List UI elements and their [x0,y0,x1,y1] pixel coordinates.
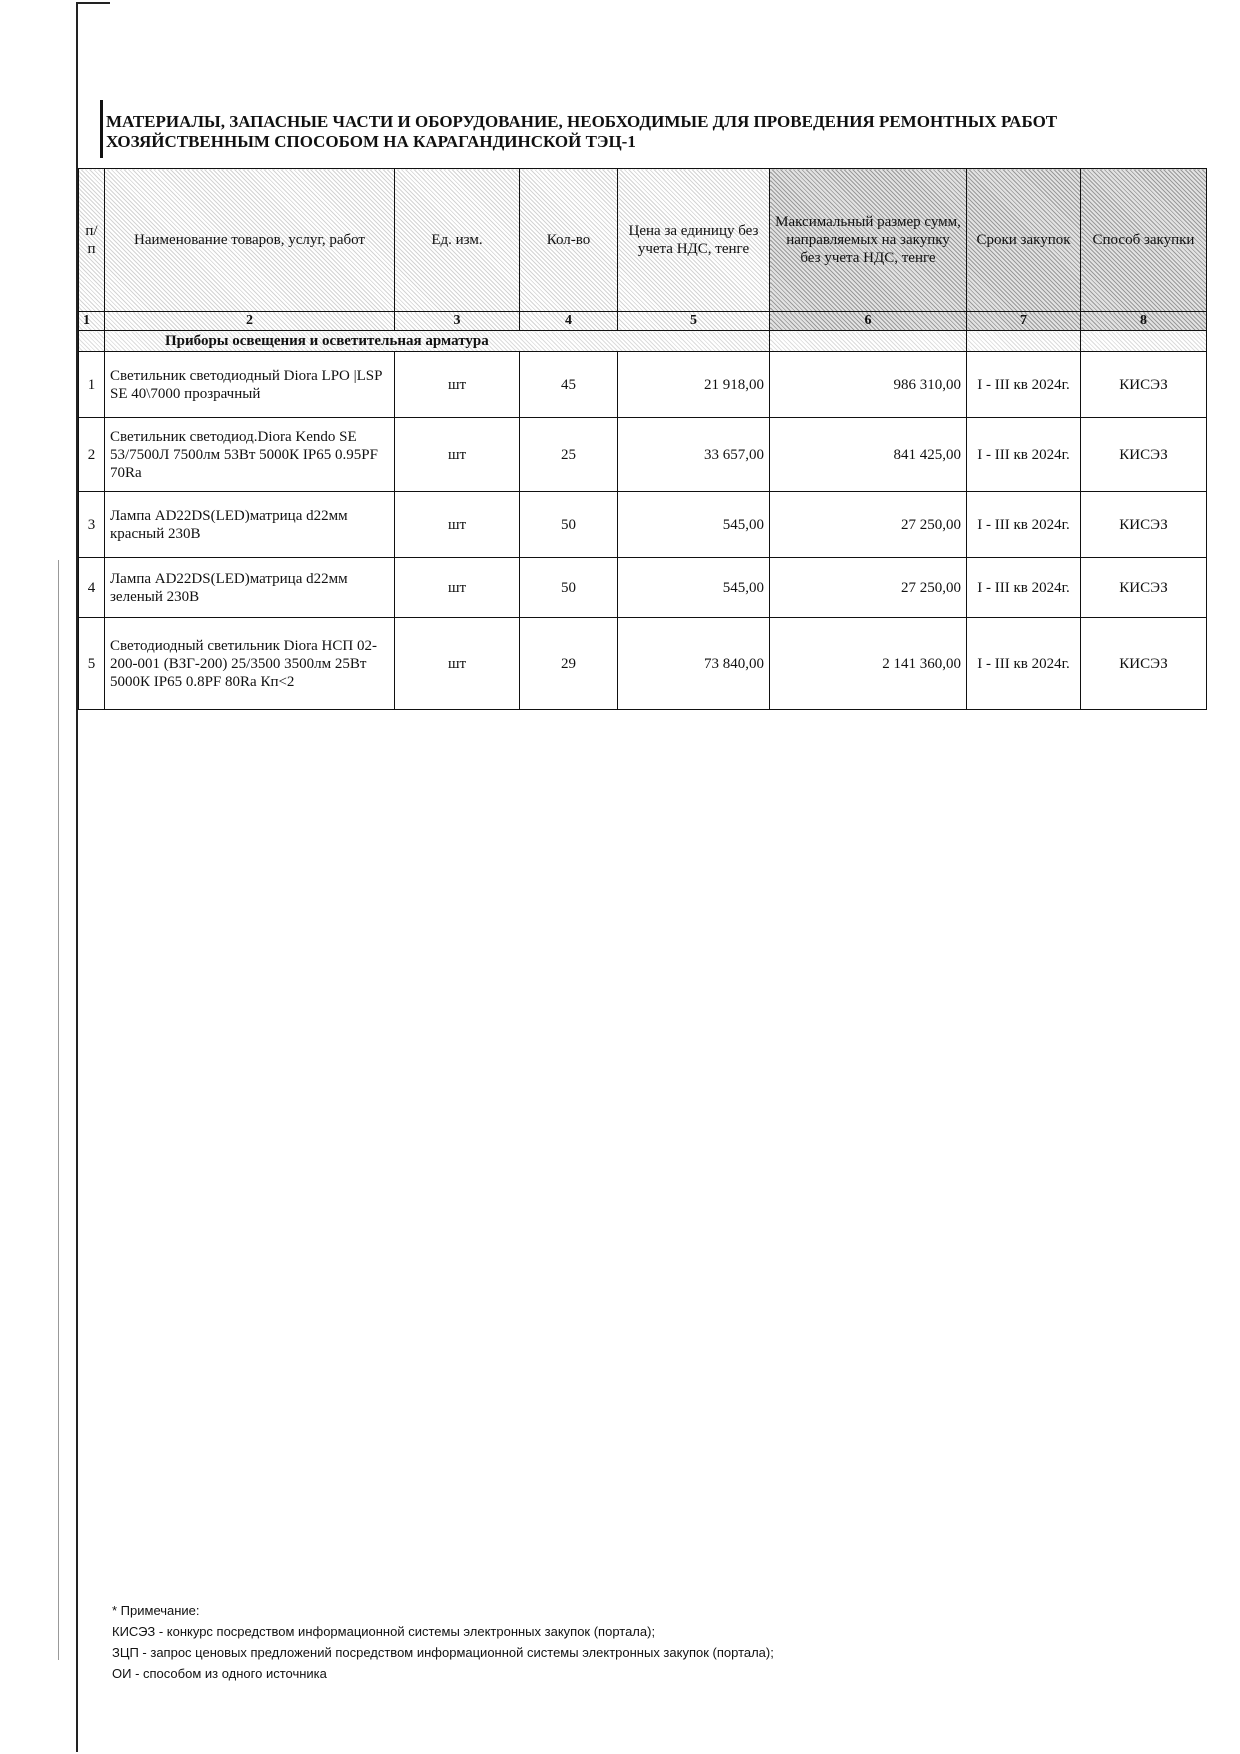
section-spacer [1081,331,1207,352]
item-term: I - III кв 2024г. [967,418,1081,492]
row-number: 3 [79,492,105,558]
item-term: I - III кв 2024г. [967,618,1081,710]
table-row [79,418,1207,492]
header-cell: Сроки закупок [967,169,1081,312]
header-cell: Кол-во [520,169,618,312]
column-number: 3 [395,312,520,331]
item-price: 545,00 [618,492,770,558]
section-title: Приборы освещения и осветительная арматура [105,331,770,352]
item-price: 545,00 [618,558,770,618]
item-price: 73 840,00 [618,618,770,710]
item-method: КИСЭЗ [1081,418,1207,492]
item-term: I - III кв 2024г. [967,492,1081,558]
notes-heading: * Примечание: [112,1603,200,1618]
note-line: ЗЦП - запрос ценовых предложений посредством информационной системы электронных закупок (портала); [112,1645,774,1660]
item-unit: шт [395,418,520,492]
table-row [79,492,1207,558]
table-row [79,558,1207,618]
item-name: Светодиодный светильник Diora НСП 02-200-001 (ВЗГ-200) 25/3500 3500лм 25Вт 5000К IP65 0.8PF 80Ra Кп<2 [105,618,395,710]
header-cell: Наименование товаров, услуг, работ [105,169,395,312]
item-qty: 29 [520,618,618,710]
item-name: Светильник светодиод.Diora Kendo SE 53/7500Л 7500лм 53Вт 5000К IP65 0.95PF 70Ra [105,418,395,492]
item-total: 27 250,00 [770,558,967,618]
section-spacer [770,331,967,352]
column-number: 5 [618,312,770,331]
note-line: КИСЭЗ - конкурс посредством информационной системы электронных закупок (портала); [112,1624,656,1639]
column-number: 2 [105,312,395,331]
scan-corner-mark [76,2,110,4]
title-marker-bar [100,100,103,158]
procurement-table [78,168,1207,710]
column-number: 7 [967,312,1081,331]
header-cell: Цена за единицу без учета НДС, тенге [618,169,770,312]
item-name: Лампа AD22DS(LED)матрица d22мм красный 230В [105,492,395,558]
item-total: 2 141 360,00 [770,618,967,710]
item-unit: шт [395,618,520,710]
item-qty: 25 [520,418,618,492]
item-term: I - III кв 2024г. [967,352,1081,418]
note-line: ОИ - способом из одного источника [112,1666,327,1681]
header-cell: Ед. изм. [395,169,520,312]
item-name: Лампа AD22DS(LED)матрица d22мм зеленый 230В [105,558,395,618]
document-title: МАТЕРИАЛЫ, ЗАПАСНЫЕ ЧАСТИ И ОБОРУДОВАНИЕ, НЕОБХОДИМЫЕ ДЛЯ ПРОВЕДЕНИЯ РЕМОНТНЫХ РАБОТ ХОЗЯЙСТВЕННЫМ СПОСОБОМ НА КАРАГАНДИНСКОЙ ТЭЦ-1 [106,112,1058,151]
item-term: I - III кв 2024г. [967,558,1081,618]
column-number: 8 [1081,312,1207,331]
table-row [79,618,1207,710]
table-row [79,352,1207,418]
item-method: КИСЭЗ [1081,618,1207,710]
section-spacer [79,331,105,352]
column-number: 4 [520,312,618,331]
item-unit: шт [395,352,520,418]
item-total: 986 310,00 [770,352,967,418]
item-price: 21 918,00 [618,352,770,418]
row-number: 4 [79,558,105,618]
row-number: 2 [79,418,105,492]
item-method: КИСЭЗ [1081,558,1207,618]
item-unit: шт [395,558,520,618]
item-price: 33 657,00 [618,418,770,492]
item-method: КИСЭЗ [1081,352,1207,418]
section-spacer [967,331,1081,352]
row-number: 1 [79,352,105,418]
scan-edge-shadow [58,560,59,1660]
section-row [79,331,1207,352]
column-number: 6 [770,312,967,331]
item-unit: шт [395,492,520,558]
column-number: 1 [79,312,105,331]
header-cell: Максимальный размер сумм, направляемых на закупку без учета НДС, тенге [770,169,967,312]
item-total: 841 425,00 [770,418,967,492]
row-number: 5 [79,618,105,710]
item-total: 27 250,00 [770,492,967,558]
item-qty: 50 [520,558,618,618]
header-cell: Способ закупки [1081,169,1207,312]
notes-block [112,1600,774,1684]
item-name: Светильник светодиодный Diora LPO |LSP SE 40\7000 прозрачный [105,352,395,418]
item-method: КИСЭЗ [1081,492,1207,558]
item-qty: 50 [520,492,618,558]
table-header-row [79,169,1207,312]
column-number-row [79,312,1207,331]
item-qty: 45 [520,352,618,418]
header-cell: п/п [79,169,105,312]
